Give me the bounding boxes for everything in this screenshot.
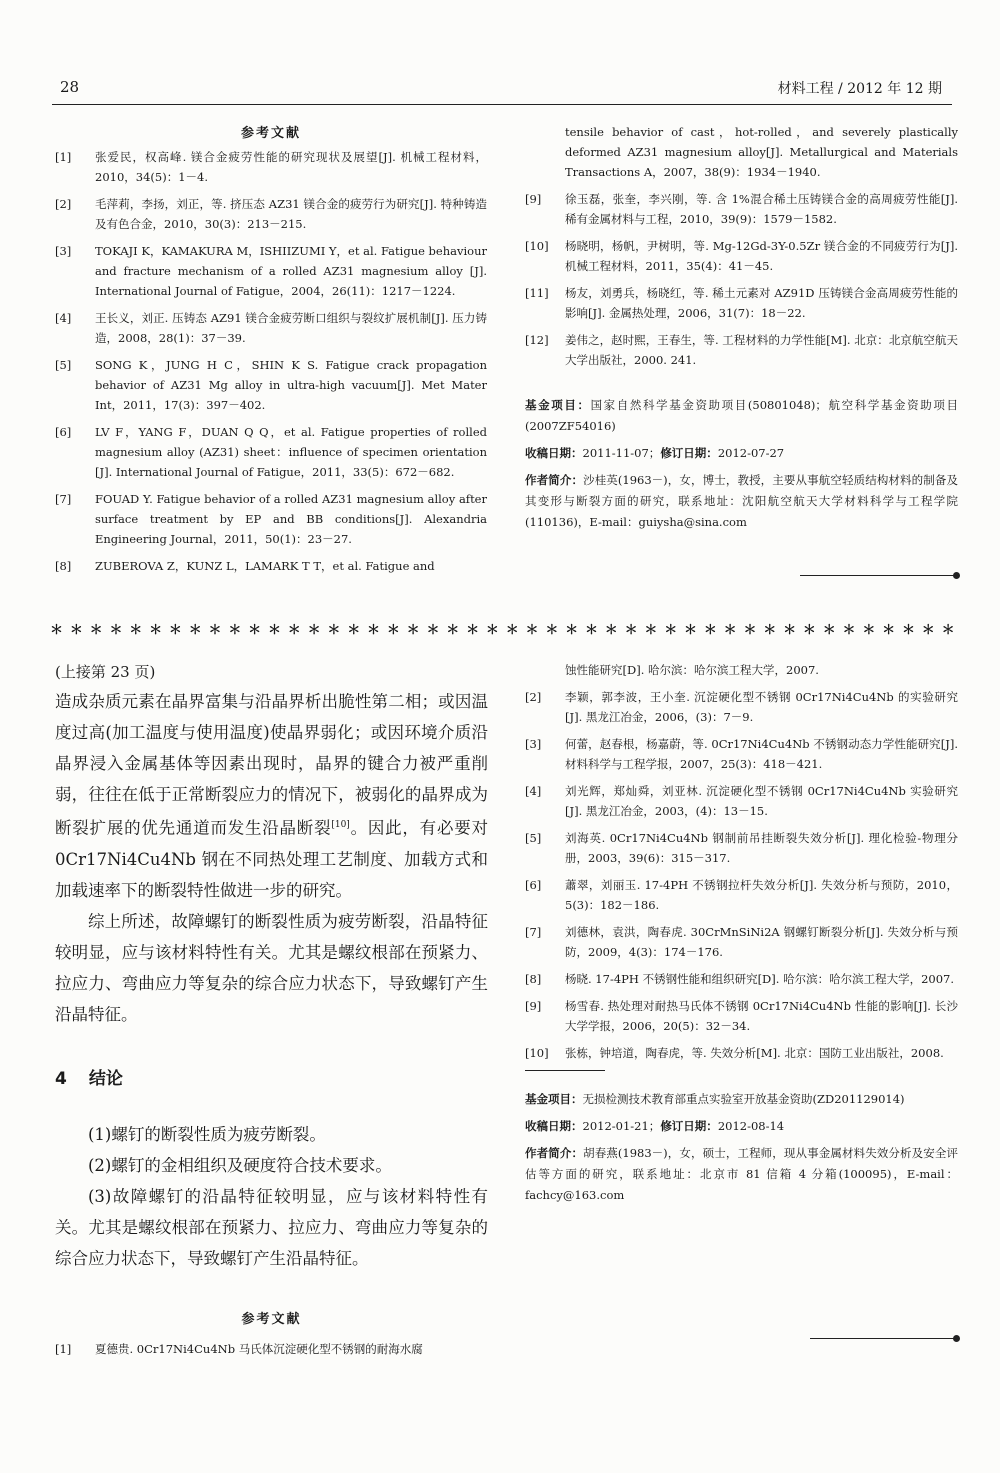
- reference-text: 王长义，刘正. 压铸态 AZ91 镁合金疲劳断口组织与裂纹扩展机制[J]. 压力铸造，2008，28(1)：37－39.: [95, 311, 487, 345]
- reference-number: [11]: [525, 286, 549, 300]
- end-rule-dot: [953, 1335, 960, 1342]
- reference-text: 张栋，钟培道，陶春虎，等. 失效分析[M]. 北京：国防工业出版社，2008.: [565, 1046, 944, 1060]
- reference-list: [525, 189, 958, 370]
- reference-item: [525, 330, 958, 370]
- star-glyph: ＊: [743, 622, 757, 638]
- reference-list: [55, 147, 487, 576]
- star-glyph: ＊: [565, 622, 579, 638]
- reference-text: 杨晓. 17-4PH 不锈钢性能和组织研究[D]. 哈尔滨：哈尔滨工程大学，2007.: [565, 972, 954, 986]
- reference-item: [525, 734, 958, 774]
- page-number: 28: [60, 78, 80, 96]
- star-glyph: ＊: [327, 622, 341, 638]
- author-bio: 作者简介：沙桂英(1963－)，女，博士，教授，主要从事航空轻质结构材料的制备及其变形与断裂方面的研究，联系地址：沈阳航空航天大学材料科学与工程学院(110136)，E-mail：guiysha@sina.com: [525, 473, 958, 529]
- star-glyph: ＊: [584, 622, 598, 638]
- references-title: 参考文献: [241, 1311, 302, 1327]
- star-glyph: ＊: [367, 622, 381, 638]
- reference-text: 杨友，刘勇兵，杨晓红，等. 稀土元素对 AZ91D 压铸镁合金高周疲劳性能的影响[J]. 金属热处理，2006，31(7)：18－22.: [565, 286, 958, 320]
- reference-text: 徐玉磊，张奎，李兴刚，等. 含 1%混合稀土压铸镁合金的高周疲劳性能[J]. 稀有金属材料与工程，2010，39(9)：1579－1582.: [565, 192, 958, 226]
- reference-number: [4]: [525, 784, 542, 798]
- reference-text: LV F，YANG F，DUAN Q Q，et al. Fatigue properties of rolled magnesium alloy (AZ31) sheet：influence of specimen orientation [J]. International Journal of Fatigue，2011，33(5)：672－682.: [95, 425, 487, 479]
- star-glyph: ＊: [149, 622, 163, 638]
- reference-item: [525, 687, 958, 727]
- star-glyph: ＊: [446, 622, 460, 638]
- reference-item: [55, 241, 487, 301]
- star-glyph: ＊: [644, 622, 658, 638]
- reference-text: 姜伟之，赵时熙，王春生，等. 工程材料的力学性能[M]. 北京：北京航空航天大学出版社，2000. 241.: [565, 333, 958, 367]
- fund-info: 基金项目：无损检测技术教育部重点实验室开放基金资助(ZD201129014): [525, 1092, 905, 1106]
- star-glyph: ＊: [307, 622, 321, 638]
- reference-item: [525, 875, 958, 915]
- header-rule: [52, 104, 952, 105]
- reference-item: [525, 1043, 958, 1063]
- reference-number: [5]: [525, 831, 542, 845]
- reference-item: [525, 283, 958, 323]
- star-glyph: ＊: [406, 622, 420, 638]
- star-glyph: ＊: [89, 622, 103, 638]
- star-glyph: ＊: [109, 622, 123, 638]
- star-glyph: ＊: [248, 622, 262, 638]
- reference-text: 刘海英. 0Cr17Ni4Cu4Nb 钢制前吊挂断裂失效分析[J]. 理化检验-物理分册，2003，39(6)：315－317.: [565, 831, 958, 865]
- reference-item: [525, 996, 958, 1036]
- star-glyph: ＊: [822, 622, 836, 638]
- star-glyph: ＊: [703, 622, 717, 638]
- reference-number: [7]: [525, 925, 542, 939]
- conclusion-item: (1)螺钉的断裂性质为疲劳断裂。: [88, 1124, 326, 1144]
- reference-text: ZUBEROVA Z，KUNZ L，LAMARK T T，et al. Fatigue and: [95, 559, 435, 573]
- reference-item: [525, 828, 958, 868]
- star-glyph: ＊: [783, 622, 797, 638]
- star-glyph: ＊: [347, 622, 361, 638]
- star-glyph: ＊: [50, 622, 64, 638]
- reference-number: [6]: [525, 878, 542, 892]
- reference-number: [2]: [525, 690, 542, 704]
- reference-number: [9]: [525, 192, 542, 206]
- reference-item: [525, 969, 958, 989]
- reference-text: TOKAJI K，KAMAKURA M，ISHIIZUMI Y，et al. Fatigue behaviour and fracture mechanism of a rolled AZ31 magnesium alloy [J]. International Journal of Fatigue，2004，26(11)：1217－1224.: [95, 244, 487, 298]
- reference-text: 张爱民，权高峰. 镁合金疲劳性能的研究现状及展望[J]. 机械工程材料，2010，34(5)：1－4.: [95, 150, 487, 184]
- reference-item: [55, 556, 487, 576]
- reference-text: 李颖，郭李波，王小奎. 沉淀硬化型不锈钢 0Cr17Ni4Cu4Nb 的实验研究[J]. 黑龙江冶金，2006，(3)：7－9.: [565, 690, 958, 724]
- star-glyph: ＊: [921, 622, 935, 638]
- end-rule-dot: [953, 572, 960, 579]
- reference-item: [1] 夏德贵. 0Cr17Ni4Cu4Nb 马氏体沉淀硬化型不锈钢的耐海水腐: [55, 1341, 423, 1356]
- star-glyph: ＊: [188, 622, 202, 638]
- reference-number: [10]: [525, 1046, 549, 1060]
- star-glyph: ＊: [505, 622, 519, 638]
- star-glyph: ＊: [287, 622, 301, 638]
- star-glyph: ＊: [862, 622, 876, 638]
- received-date: 收稿日期：2011-11-07；修订日期：2012-07-27: [525, 446, 785, 460]
- received-date: 收稿日期：2012-01-21；修订日期：2012-08-14: [525, 1119, 785, 1133]
- star-glyph: ＊: [941, 622, 955, 638]
- reference-number: [6]: [55, 425, 72, 439]
- paragraph: 造成杂质元素在晶界富集与沿晶界析出脆性第二相；或因温度过高(加工温度与使用温度)使晶界弱化；或因环境介质沿晶界浸入金属基体等因素出现时，晶界的键合力被严重削弱，往往在低于正常断裂应力的情况下，被弱化的晶界成为断裂扩展的优先通道而发生沿晶断裂[10]。因此，有必要对 0Cr17Ni4Cu4Nb 钢在不同热处理工艺制度、加载方式和加载速率下的断裂特性做进一步的研究。: [55, 692, 488, 900]
- reference-number: [3]: [55, 244, 72, 258]
- star-glyph: ＊: [168, 622, 182, 638]
- reference-text: 何蕾，赵春根，杨嘉蔚，等. 0Cr17Ni4Cu4Nb 不锈钢动态力学性能研究[J]. 材料科学与工程学报，2007，25(3)：418－421.: [565, 737, 958, 771]
- reference-text: 蕭翠，刘丽玉. 17-4PH 不锈钢拉杆失效分析[J]. 失效分析与预防，2010，5(3)：182－186.: [565, 878, 958, 912]
- conclusion-item: (2)螺钉的金相组织及硬度符合技术要求。: [88, 1155, 392, 1175]
- star-glyph: ＊: [763, 622, 777, 638]
- citation: [10]: [331, 820, 350, 830]
- star-glyph: ＊: [684, 622, 698, 638]
- reference-item: [55, 489, 487, 549]
- reference-number: [10]: [525, 239, 549, 253]
- star-glyph: ＊: [901, 622, 915, 638]
- reference-item: [525, 236, 958, 276]
- reference-number: [9]: [525, 999, 542, 1013]
- paragraph: 综上所述，故障螺钉的断裂性质为疲劳断裂，沿晶特征较明显，应与该材料特性有关。尤其是螺纹根部在预紧力、拉应力、弯曲应力等复杂的综合应力状态下，导致螺钉产生沿晶特征。: [55, 911, 488, 1024]
- star-glyph: ＊: [267, 622, 281, 638]
- star-glyph: ＊: [664, 622, 678, 638]
- star-glyph: ＊: [208, 622, 222, 638]
- reference-number: [2]: [55, 197, 72, 211]
- star-separator: [50, 617, 955, 639]
- reference-text: 毛萍莉，李扬，刘正，等. 挤压态 AZ31 镁合金的疲劳行为研究[J]. 特种铸造及有色合金，2010，30(3)：213－215.: [95, 197, 487, 231]
- star-glyph: ＊: [624, 622, 638, 638]
- reference-text: SONG K，JUNG H C，SHIN K S. Fatigue crack propagation behavior of AZ31 Mg alloy in ultra-high vacuum[J]. Met Mater Int，2011，17(3)：397－402.: [95, 358, 487, 412]
- reference-number: [3]: [525, 737, 542, 751]
- star-glyph: ＊: [525, 622, 539, 638]
- reference-number: [8]: [55, 559, 72, 573]
- top-left-column: [55, 122, 487, 583]
- star-glyph: ＊: [228, 622, 242, 638]
- reference-item: [525, 781, 958, 821]
- reference-text: 刘德林，袁洪，陶春虎. 30CrMnSiNi2A 钢螺钉断裂分析[J]. 失效分析与预防，2009，4(3)：174－176.: [565, 925, 958, 959]
- reference-text: FOUAD Y. Fatigue behavior of a rolled AZ31 magnesium alloy after surface treatment by EP and BB conditions[J]. Alexandria Engineering Journal，2011，50(1)：23－27.: [95, 492, 487, 546]
- reference-number: [12]: [525, 333, 549, 347]
- reference-item: [55, 194, 487, 234]
- reference-text: 杨晓明，杨帆，尹树明，等. Mg-12Gd-3Y-0.5Zr 镁合金的不同疲劳行为[J]. 机械工程材料，2011，35(4)：41－45.: [565, 239, 958, 273]
- end-rule: [810, 1338, 955, 1339]
- fund-info: 基金项目：国家自然科学基金资助项目(50801048)；航空科学基金资助项目(2007ZF54016): [525, 398, 958, 433]
- reference-text: 杨雪春. 热处理对耐热马氏体不锈钢 0Cr17Ni4Cu4Nb 性能的影响[J]. 长沙大学学报，2006，20(5)：32－34.: [565, 999, 958, 1033]
- end-rule: [800, 575, 955, 576]
- reference-number: [1]: [55, 150, 72, 164]
- star-glyph: ＊: [604, 622, 618, 638]
- star-glyph: ＊: [802, 622, 816, 638]
- author-bio: 作者简介：胡春燕(1983－)，女，硕士，工程师，现从事金属材料失效分析及安全评估等方面的研究，联系地址：北京市 81 信箱 4 分箱(100095)，E-mail：fachcy@163.com: [525, 1146, 958, 1202]
- reference-continuation: 蚀性能研究[D]. 哈尔滨：哈尔滨工程大学，2007.: [565, 663, 819, 677]
- bottom-left-column: [55, 658, 488, 1366]
- star-glyph: ＊: [129, 622, 143, 638]
- star-glyph: ＊: [882, 622, 896, 638]
- reference-text: 刘光辉，郑灿舜，刘亚林. 沉淀硬化型不锈钢 0Cr17Ni4Cu4Nb 实验研究[J]. 黑龙江冶金，2003，(4)：13－15.: [565, 784, 958, 818]
- references-title: 参考文献: [240, 126, 301, 141]
- reference-list: [525, 687, 958, 1063]
- conclusion-item: (3)故障螺钉的沿晶特征较明显，应与该材料特性有关。尤其是螺纹根部在预紧力、拉应力、弯曲应力等复杂的综合应力状态下，导致螺钉产生沿晶特征。: [55, 1186, 488, 1268]
- continued-note: (上接第 23 页): [55, 663, 156, 681]
- section-heading: 4 结论: [55, 1068, 123, 1089]
- journal-header: 材料工程 / 2012 年 12 期: [777, 81, 942, 97]
- star-glyph: ＊: [723, 622, 737, 638]
- star-glyph: ＊: [485, 622, 499, 638]
- short-rule: [525, 1070, 605, 1071]
- reference-item: [525, 189, 958, 229]
- reference-number: [5]: [55, 358, 72, 372]
- reference-item: [55, 422, 487, 482]
- star-glyph: ＊: [69, 622, 83, 638]
- reference-continuation: tensile behavior of cast，hot-rolled，and severely plastically deformed AZ31 magnesium alloy[J]. Metallurgical and Materials Transactions A，2007，38(9)：1934－1940.: [565, 125, 958, 179]
- reference-number: [7]: [55, 492, 72, 506]
- star-glyph: ＊: [426, 622, 440, 638]
- reference-item: [55, 308, 487, 348]
- bottom-right-column: [525, 660, 958, 1212]
- star-glyph: ＊: [545, 622, 559, 638]
- reference-item: [525, 922, 958, 962]
- top-right-column: [525, 122, 958, 539]
- star-glyph: ＊: [386, 622, 400, 638]
- reference-item: [55, 147, 487, 187]
- reference-number: [4]: [55, 311, 72, 325]
- reference-number: [8]: [525, 972, 542, 986]
- star-glyph: ＊: [842, 622, 856, 638]
- star-glyph: ＊: [466, 622, 480, 638]
- reference-item: [55, 355, 487, 415]
